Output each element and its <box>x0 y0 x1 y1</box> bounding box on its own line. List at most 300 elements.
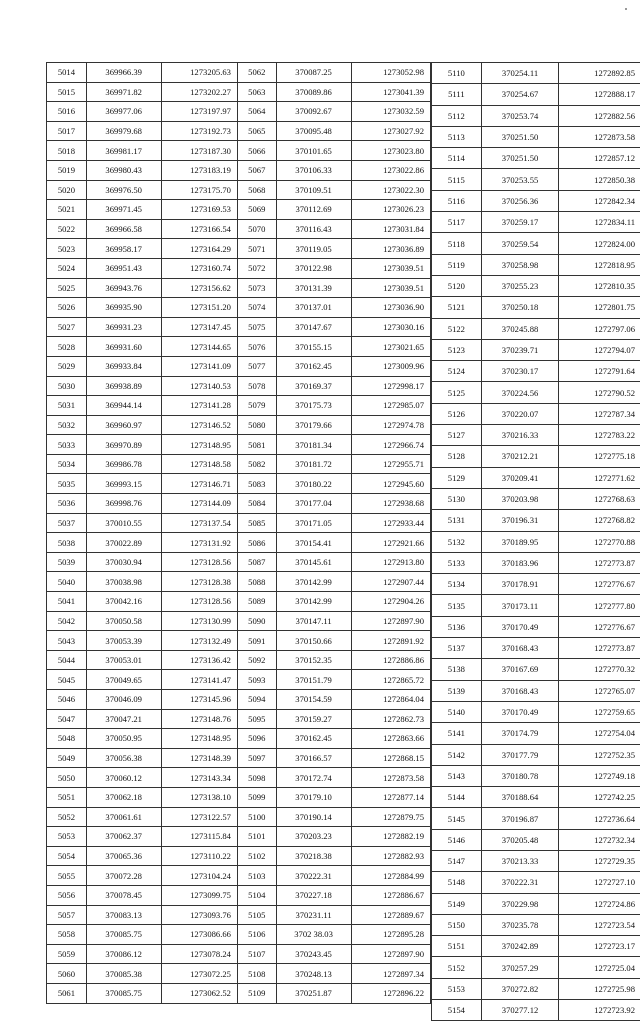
table-row <box>47 160 431 180</box>
table-row <box>432 467 640 488</box>
table-row <box>47 592 431 612</box>
table-row <box>432 254 640 275</box>
table-row <box>432 403 640 424</box>
y-coordinate-cell: 1273192.73 <box>161 121 237 141</box>
x-coordinate-cell: 370175.73 <box>276 396 351 416</box>
table-row <box>47 141 431 161</box>
x-coordinate-cell: 369931.23 <box>86 317 161 337</box>
y-coordinate-cell: 1272771.62 <box>559 467 640 488</box>
x-coordinate-cell: 370258.98 <box>481 254 559 275</box>
point-number-cell: 5128 <box>432 446 482 467</box>
table-row <box>432 339 640 360</box>
point-number-cell: 5130 <box>432 488 482 509</box>
point-number-cell: 5064 <box>237 102 276 122</box>
y-coordinate-cell: 1272862.73 <box>351 709 430 729</box>
point-number-cell: 5056 <box>47 885 87 905</box>
point-number-cell: 5019 <box>47 160 87 180</box>
table-row <box>47 631 431 651</box>
x-coordinate-cell: 369970.89 <box>86 435 161 455</box>
y-coordinate-cell: 1273156.62 <box>161 278 237 298</box>
point-number-cell: 5074 <box>237 298 276 318</box>
x-coordinate-cell: 370170.49 <box>481 701 559 722</box>
y-coordinate-cell: 1273169.53 <box>161 200 237 220</box>
table-row <box>432 105 640 126</box>
y-coordinate-cell: 1272725.04 <box>559 957 640 978</box>
x-coordinate-cell: 370170.49 <box>481 616 559 637</box>
point-number-cell: 5131 <box>432 510 482 531</box>
point-number-cell: 5057 <box>47 905 87 925</box>
point-number-cell: 5040 <box>47 572 87 592</box>
point-number-cell: 5098 <box>237 768 276 788</box>
y-coordinate-cell: 1273144.09 <box>161 494 237 514</box>
y-coordinate-cell: 1272945.60 <box>351 474 430 494</box>
y-coordinate-cell: 1273009.96 <box>351 356 430 376</box>
x-coordinate-cell: 370216.33 <box>481 425 559 446</box>
y-coordinate-cell: 1273141.28 <box>161 396 237 416</box>
y-coordinate-cell: 1272998.17 <box>351 376 430 396</box>
table-row <box>432 1000 640 1021</box>
point-number-cell: 5034 <box>47 454 87 474</box>
x-coordinate-cell: 370174.79 <box>481 723 559 744</box>
y-coordinate-cell: 1273148.95 <box>161 435 237 455</box>
y-coordinate-cell: 1273132.49 <box>161 631 237 651</box>
point-number-cell: 5027 <box>47 317 87 337</box>
x-coordinate-cell: 370190.14 <box>276 807 351 827</box>
x-coordinate-cell: 370087.25 <box>276 63 351 83</box>
y-coordinate-cell: 1272787.34 <box>559 403 640 424</box>
y-coordinate-cell: 1272749.18 <box>559 765 640 786</box>
y-coordinate-cell: 1272857.12 <box>559 148 640 169</box>
y-coordinate-cell: 1272732.34 <box>559 829 640 850</box>
y-coordinate-cell: 1273143.34 <box>161 768 237 788</box>
x-coordinate-cell: 370049.65 <box>86 670 161 690</box>
x-coordinate-cell: 370072.28 <box>86 866 161 886</box>
x-coordinate-cell: 370050.58 <box>86 611 161 631</box>
table-row <box>432 233 640 254</box>
x-coordinate-cell: 370213.33 <box>481 850 559 871</box>
table-row <box>47 82 431 102</box>
y-coordinate-cell: 1272896.22 <box>351 983 430 1003</box>
point-number-cell: 5077 <box>237 356 276 376</box>
x-coordinate-cell: 370137.01 <box>276 298 351 318</box>
y-coordinate-cell: 1272913.80 <box>351 552 430 572</box>
x-coordinate-cell: 370131.39 <box>276 278 351 298</box>
x-coordinate-cell: 370224.56 <box>481 382 559 403</box>
table-row <box>47 729 431 749</box>
table-row <box>47 787 431 807</box>
y-coordinate-cell: 1273160.74 <box>161 258 237 278</box>
y-coordinate-cell: 1272729.35 <box>559 850 640 871</box>
y-coordinate-cell: 1272889.67 <box>351 905 430 925</box>
y-coordinate-cell: 1272868.15 <box>351 748 430 768</box>
point-number-cell: 5078 <box>237 376 276 396</box>
x-coordinate-cell: 370242.89 <box>481 936 559 957</box>
table-row <box>47 709 431 729</box>
table-row <box>432 318 640 339</box>
x-coordinate-cell: 370248.13 <box>276 964 351 984</box>
y-coordinate-cell: 1273036.89 <box>351 239 430 259</box>
y-coordinate-cell: 1272725.98 <box>559 978 640 999</box>
x-coordinate-cell: 370166.57 <box>276 748 351 768</box>
table-row <box>432 63 640 84</box>
x-coordinate-cell: 370112.69 <box>276 200 351 220</box>
x-coordinate-cell: 370078.45 <box>86 885 161 905</box>
point-number-cell: 5024 <box>47 258 87 278</box>
x-coordinate-cell: 370022.89 <box>86 533 161 553</box>
y-coordinate-cell: 1272863.66 <box>351 729 430 749</box>
y-coordinate-cell: 1273202.27 <box>161 82 237 102</box>
point-number-cell: 5111 <box>432 84 482 105</box>
y-coordinate-cell: 1273027.92 <box>351 121 430 141</box>
y-coordinate-cell: 1272794.07 <box>559 339 640 360</box>
x-coordinate-cell: 370181.72 <box>276 454 351 474</box>
y-coordinate-cell: 1273205.63 <box>161 63 237 83</box>
point-number-cell: 5120 <box>432 275 482 296</box>
point-number-cell: 5152 <box>432 957 482 978</box>
point-number-cell: 5045 <box>47 670 87 690</box>
x-coordinate-cell: 370083.13 <box>86 905 161 925</box>
x-coordinate-cell: 369933.84 <box>86 356 161 376</box>
table-row <box>47 317 431 337</box>
point-number-cell: 5035 <box>47 474 87 494</box>
table-row <box>47 278 431 298</box>
point-number-cell: 5087 <box>237 552 276 572</box>
point-number-cell: 5072 <box>237 258 276 278</box>
x-coordinate-cell: 370116.43 <box>276 219 351 239</box>
point-number-cell: 5095 <box>237 709 276 729</box>
point-number-cell: 5140 <box>432 701 482 722</box>
y-coordinate-cell: 1273021.65 <box>351 337 430 357</box>
table-row <box>432 190 640 211</box>
table-row <box>47 180 431 200</box>
table-row <box>47 807 431 827</box>
table-row <box>432 510 640 531</box>
table-row <box>432 829 640 850</box>
point-number-cell: 5084 <box>237 494 276 514</box>
point-number-cell: 5033 <box>47 435 87 455</box>
table-row <box>432 936 640 957</box>
y-coordinate-cell: 1273141.47 <box>161 670 237 690</box>
coordinates-table-right <box>431 62 640 1021</box>
y-coordinate-cell: 1273138.10 <box>161 787 237 807</box>
y-coordinate-cell: 1273137.54 <box>161 513 237 533</box>
y-coordinate-cell: 1272765.07 <box>559 680 640 701</box>
x-coordinate-cell: 370251.87 <box>276 983 351 1003</box>
x-coordinate-cell: 370253.74 <box>481 105 559 126</box>
table-row <box>432 297 640 318</box>
table-row <box>47 454 431 474</box>
y-coordinate-cell: 1273145.96 <box>161 690 237 710</box>
point-number-cell: 5051 <box>47 787 87 807</box>
table-row <box>47 827 431 847</box>
point-number-cell: 5089 <box>237 592 276 612</box>
point-number-cell: 5071 <box>237 239 276 259</box>
y-coordinate-cell: 1273197.97 <box>161 102 237 122</box>
table-row <box>47 670 431 690</box>
x-coordinate-cell: 370277.12 <box>481 1000 559 1021</box>
y-coordinate-cell: 1272777.80 <box>559 595 640 616</box>
y-coordinate-cell: 1272921.66 <box>351 533 430 553</box>
x-coordinate-cell: 370155.15 <box>276 337 351 357</box>
table-row <box>47 494 431 514</box>
y-coordinate-cell: 1273183.19 <box>161 160 237 180</box>
x-coordinate-cell: 3702 38.03 <box>276 925 351 945</box>
table-row <box>432 680 640 701</box>
point-number-cell: 5143 <box>432 765 482 786</box>
x-coordinate-cell: 370235.78 <box>481 914 559 935</box>
point-number-cell: 5032 <box>47 415 87 435</box>
x-coordinate-cell: 370239.71 <box>481 339 559 360</box>
point-number-cell: 5142 <box>432 744 482 765</box>
x-coordinate-cell: 370154.59 <box>276 690 351 710</box>
point-number-cell: 5088 <box>237 572 276 592</box>
table-row <box>432 701 640 722</box>
y-coordinate-cell: 1272724.86 <box>559 893 640 914</box>
table-row <box>432 574 640 595</box>
x-coordinate-cell: 370053.39 <box>86 631 161 651</box>
point-number-cell: 5103 <box>237 866 276 886</box>
x-coordinate-cell: 370150.66 <box>276 631 351 651</box>
point-number-cell: 5123 <box>432 339 482 360</box>
point-number-cell: 5065 <box>237 121 276 141</box>
y-coordinate-cell: 1272938.68 <box>351 494 430 514</box>
y-coordinate-cell: 1272791.64 <box>559 361 640 382</box>
x-coordinate-cell: 370222.31 <box>481 872 559 893</box>
y-coordinate-cell: 1272904.26 <box>351 592 430 612</box>
point-number-cell: 5080 <box>237 415 276 435</box>
table-row <box>47 219 431 239</box>
table-row <box>432 212 640 233</box>
left-table-body <box>47 63 431 1004</box>
x-coordinate-cell: 370086.12 <box>86 944 161 964</box>
y-coordinate-cell: 1272886.67 <box>351 885 430 905</box>
table-row <box>432 616 640 637</box>
x-coordinate-cell: 370122.98 <box>276 258 351 278</box>
point-number-cell: 5133 <box>432 552 482 573</box>
point-number-cell: 5116 <box>432 190 482 211</box>
x-coordinate-cell: 370231.11 <box>276 905 351 925</box>
x-coordinate-cell: 370047.21 <box>86 709 161 729</box>
point-number-cell: 5021 <box>47 200 87 220</box>
y-coordinate-cell: 1273062.52 <box>161 983 237 1003</box>
x-coordinate-cell: 369951.43 <box>86 258 161 278</box>
table-row <box>432 531 640 552</box>
y-coordinate-cell: 1272773.87 <box>559 552 640 573</box>
scan-speck <box>625 8 627 10</box>
point-number-cell: 5037 <box>47 513 87 533</box>
table-row <box>47 611 431 631</box>
x-coordinate-cell: 370177.79 <box>481 744 559 765</box>
y-coordinate-cell: 1272783.22 <box>559 425 640 446</box>
y-coordinate-cell: 1273078.24 <box>161 944 237 964</box>
x-coordinate-cell: 370227.18 <box>276 885 351 905</box>
right-table-body <box>432 63 640 1021</box>
table-row <box>47 435 431 455</box>
x-coordinate-cell: 369935.90 <box>86 298 161 318</box>
y-coordinate-cell: 1273187.30 <box>161 141 237 161</box>
y-coordinate-cell: 1272824.00 <box>559 233 640 254</box>
x-coordinate-cell: 369966.58 <box>86 219 161 239</box>
table-row <box>432 552 640 573</box>
x-coordinate-cell: 370171.05 <box>276 513 351 533</box>
table-row <box>47 650 431 670</box>
y-coordinate-cell: 1272723.17 <box>559 936 640 957</box>
table-row <box>47 337 431 357</box>
x-coordinate-cell: 370180.78 <box>481 765 559 786</box>
x-coordinate-cell: 370177.04 <box>276 494 351 514</box>
y-coordinate-cell: 1272897.90 <box>351 611 430 631</box>
x-coordinate-cell: 370196.87 <box>481 808 559 829</box>
point-number-cell: 5085 <box>237 513 276 533</box>
x-coordinate-cell: 370188.64 <box>481 787 559 808</box>
x-coordinate-cell: 370222.31 <box>276 866 351 886</box>
y-coordinate-cell: 1272801.75 <box>559 297 640 318</box>
y-coordinate-cell: 1273146.71 <box>161 474 237 494</box>
y-coordinate-cell: 1273039.51 <box>351 278 430 298</box>
point-number-cell: 5049 <box>47 748 87 768</box>
y-coordinate-cell: 1273131.92 <box>161 533 237 553</box>
point-number-cell: 5044 <box>47 650 87 670</box>
x-coordinate-cell: 370092.67 <box>276 102 351 122</box>
y-coordinate-cell: 1273026.23 <box>351 200 430 220</box>
x-coordinate-cell: 370145.61 <box>276 552 351 572</box>
table-row <box>47 885 431 905</box>
y-coordinate-cell: 1273130.99 <box>161 611 237 631</box>
point-number-cell: 5043 <box>47 631 87 651</box>
point-number-cell: 5105 <box>237 905 276 925</box>
y-coordinate-cell: 1273022.86 <box>351 160 430 180</box>
y-coordinate-cell: 1272907.44 <box>351 572 430 592</box>
y-coordinate-cell: 1273072.25 <box>161 964 237 984</box>
point-number-cell: 5104 <box>237 885 276 905</box>
y-coordinate-cell: 1272770.32 <box>559 659 640 680</box>
x-coordinate-cell: 369986.78 <box>86 454 161 474</box>
point-number-cell: 5058 <box>47 925 87 945</box>
x-coordinate-cell: 370179.66 <box>276 415 351 435</box>
point-number-cell: 5097 <box>237 748 276 768</box>
y-coordinate-cell: 1273023.80 <box>351 141 430 161</box>
x-coordinate-cell: 370253.55 <box>481 169 559 190</box>
point-number-cell: 5041 <box>47 592 87 612</box>
x-coordinate-cell: 370147.11 <box>276 611 351 631</box>
point-number-cell: 5081 <box>237 435 276 455</box>
x-coordinate-cell: 370257.29 <box>481 957 559 978</box>
y-coordinate-cell: 1272752.35 <box>559 744 640 765</box>
y-coordinate-cell: 1272850.38 <box>559 169 640 190</box>
point-number-cell: 5029 <box>47 356 87 376</box>
y-coordinate-cell: 1273110.22 <box>161 846 237 866</box>
y-coordinate-cell: 1272790.52 <box>559 382 640 403</box>
x-coordinate-cell: 370230.17 <box>481 361 559 382</box>
x-coordinate-cell: 370085.75 <box>86 983 161 1003</box>
point-number-cell: 5067 <box>237 160 276 180</box>
table-row <box>47 964 431 984</box>
point-number-cell: 5075 <box>237 317 276 337</box>
y-coordinate-cell: 1272723.92 <box>559 1000 640 1021</box>
point-number-cell: 5031 <box>47 396 87 416</box>
table-row <box>432 425 640 446</box>
x-coordinate-cell: 369966.39 <box>86 63 161 83</box>
x-coordinate-cell: 370010.55 <box>86 513 161 533</box>
x-coordinate-cell: 370179.10 <box>276 787 351 807</box>
table-row <box>432 744 640 765</box>
x-coordinate-cell: 370154.41 <box>276 533 351 553</box>
y-coordinate-cell: 1273140.53 <box>161 376 237 396</box>
table-row <box>432 638 640 659</box>
point-number-cell: 5086 <box>237 533 276 553</box>
point-number-cell: 5096 <box>237 729 276 749</box>
x-coordinate-cell: 370209.41 <box>481 467 559 488</box>
x-coordinate-cell: 370168.43 <box>481 638 559 659</box>
point-number-cell: 5042 <box>47 611 87 631</box>
point-number-cell: 5129 <box>432 467 482 488</box>
point-number-cell: 5028 <box>47 337 87 357</box>
table-row <box>432 126 640 147</box>
y-coordinate-cell: 1272773.87 <box>559 638 640 659</box>
y-coordinate-cell: 1273128.56 <box>161 592 237 612</box>
table-row <box>432 978 640 999</box>
point-number-cell: 5039 <box>47 552 87 572</box>
point-number-cell: 5066 <box>237 141 276 161</box>
y-coordinate-cell: 1272754.04 <box>559 723 640 744</box>
y-coordinate-cell: 1273032.59 <box>351 102 430 122</box>
x-coordinate-cell: 370038.98 <box>86 572 161 592</box>
table-row <box>432 659 640 680</box>
y-coordinate-cell: 1272775.18 <box>559 446 640 467</box>
point-number-cell: 5050 <box>47 768 87 788</box>
y-coordinate-cell: 1272873.58 <box>351 768 430 788</box>
x-coordinate-cell: 370147.67 <box>276 317 351 337</box>
table-row <box>47 690 431 710</box>
x-coordinate-cell: 370251.50 <box>481 148 559 169</box>
y-coordinate-cell: 1273041.39 <box>351 82 430 102</box>
table-row <box>47 356 431 376</box>
table-row <box>47 63 431 83</box>
point-number-cell: 5138 <box>432 659 482 680</box>
table-row <box>47 983 431 1003</box>
point-number-cell: 5145 <box>432 808 482 829</box>
point-number-cell: 5147 <box>432 850 482 871</box>
y-coordinate-cell: 1272759.65 <box>559 701 640 722</box>
y-coordinate-cell: 1273086.66 <box>161 925 237 945</box>
table-row <box>432 850 640 871</box>
y-coordinate-cell: 1272834.11 <box>559 212 640 233</box>
x-coordinate-cell: 370254.67 <box>481 84 559 105</box>
table-row <box>47 102 431 122</box>
point-number-cell: 5022 <box>47 219 87 239</box>
table-row <box>47 768 431 788</box>
point-number-cell: 5062 <box>237 63 276 83</box>
point-number-cell: 5112 <box>432 105 482 126</box>
x-coordinate-cell: 370255.23 <box>481 275 559 296</box>
y-coordinate-cell: 1272933.44 <box>351 513 430 533</box>
x-coordinate-cell: 369977.06 <box>86 102 161 122</box>
table-row <box>432 957 640 978</box>
point-number-cell: 5127 <box>432 425 482 446</box>
x-coordinate-cell: 370205.48 <box>481 829 559 850</box>
x-coordinate-cell: 369931.60 <box>86 337 161 357</box>
table-row <box>432 84 640 105</box>
y-coordinate-cell: 1273022.30 <box>351 180 430 200</box>
point-number-cell: 5101 <box>237 827 276 847</box>
x-coordinate-cell: 370061.61 <box>86 807 161 827</box>
table-row <box>432 275 640 296</box>
x-coordinate-cell: 370050.95 <box>86 729 161 749</box>
y-coordinate-cell: 1273141.09 <box>161 356 237 376</box>
y-coordinate-cell: 1273030.16 <box>351 317 430 337</box>
x-coordinate-cell: 370162.45 <box>276 356 351 376</box>
x-coordinate-cell: 370151.79 <box>276 670 351 690</box>
